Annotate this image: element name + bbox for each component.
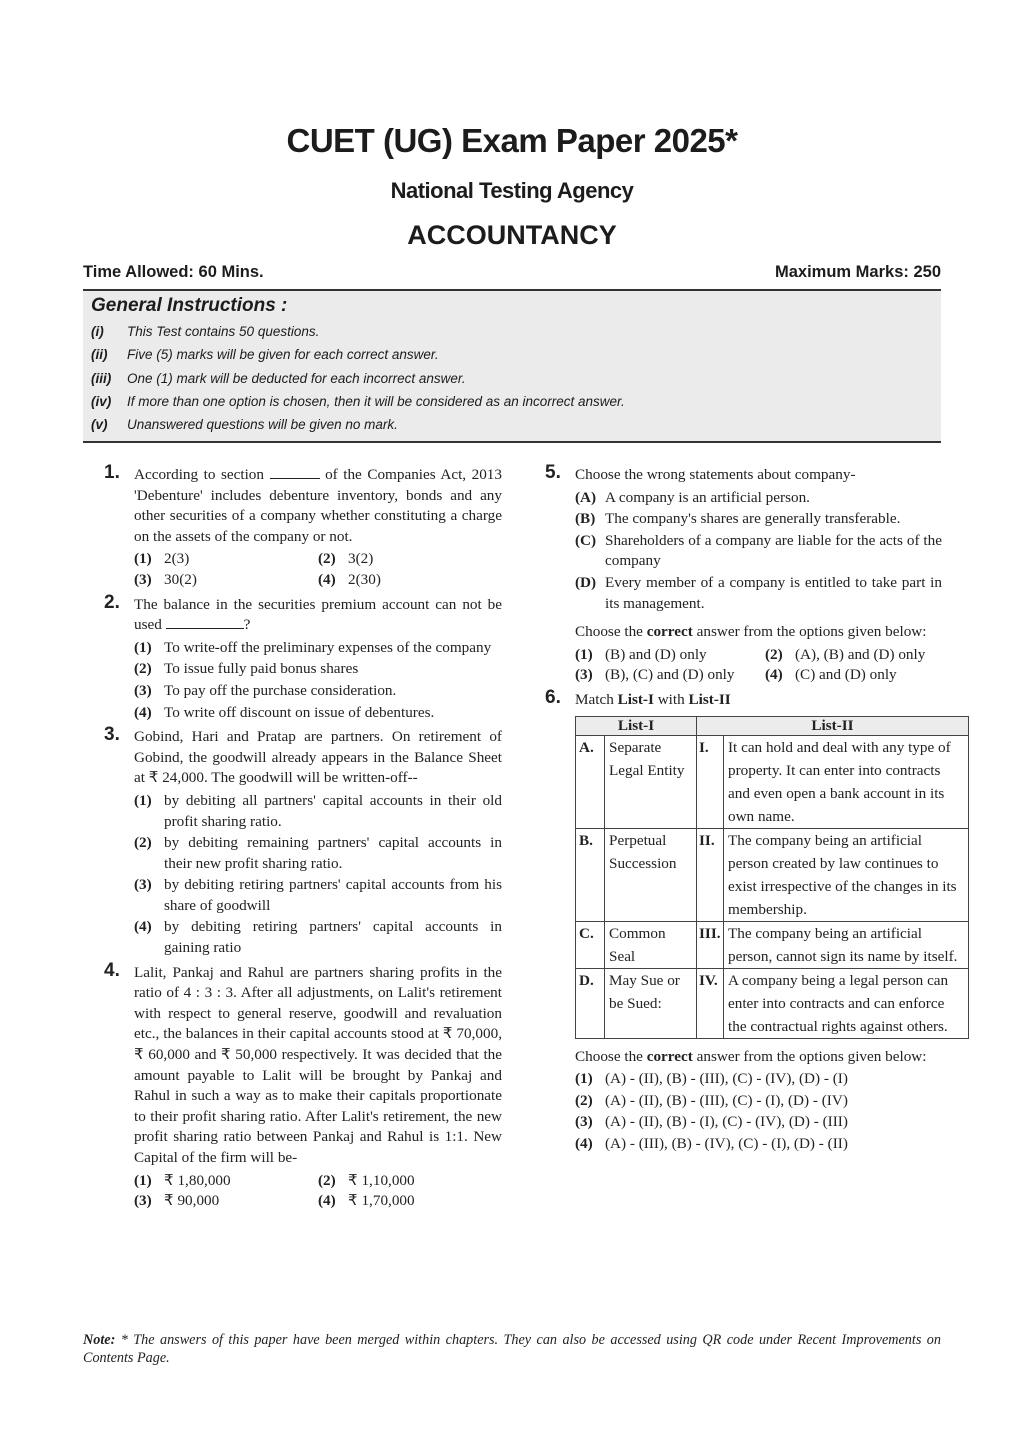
right-column [545,462,958,1159]
list-ii-description: A company being a legal person can enter into contracts and can enforce the contractual rights against others. [724,968,969,1038]
option-4 [134,917,502,958]
choose-text: answer from the options given below: [696,1047,927,1065]
option-3 [575,665,765,686]
option-text: ₹ 1,80,000 [164,1171,231,1189]
option-text: by debiting all partners' capital accounts in their old profit sharing ratio. [164,791,502,830]
instruction-item [91,343,933,366]
choose-emphasis: correct [646,1047,693,1065]
list-i-item: Perpetual Succession [605,828,697,921]
option-text: To pay off the purchase consideration. [164,681,397,699]
options [134,791,502,959]
subject-title: ACCOUNTANCY [407,220,617,250]
statement-text: A company is an artificial person. [605,488,810,506]
table-row [576,735,969,828]
question-text [575,690,942,711]
footer-note [83,1331,941,1367]
option-3 [134,1191,318,1212]
option-number: (2) [765,645,783,663]
option-number: (2) [134,660,152,678]
option-text: (A) - (II), (B) - (I), (C) - (IV), (D) - (III) [605,1113,848,1131]
list-i-label: B. [576,828,605,921]
match-table [575,716,969,1039]
list-ii-description: It can hold and deal with any type of property. It can enter into contracts and even open a bank account in its own name. [724,735,969,828]
option-number: (2) [318,1171,336,1189]
question-text-part: The balance in the securities premium account can not be used [134,595,502,634]
option-text: by debiting remaining partners' capital accounts in their new profit sharing ratio. [164,834,502,872]
option-number: (4) [765,666,783,684]
list-i-label: A. [576,735,605,828]
choose-text: Choose the [575,623,643,641]
table-header-row [576,716,969,735]
page-title: CUET (UG) Exam Paper 2025* [286,122,738,159]
instruction-text: This Test contains 50 questions. [127,324,320,340]
option-3 [134,681,502,702]
list-ii-description: The company being an artificial person, cannot sign its name by itself. [724,921,969,968]
option-2 [134,833,502,874]
option-number: (4) [134,703,152,721]
instruction-number: (iv) [91,394,112,410]
option-text: (A) - (III), (B) - (IV), (C) - (I), (D) - (II) [605,1134,848,1152]
option-2 [318,1171,502,1192]
option-1 [134,791,502,832]
option-text: ₹ 1,70,000 [348,1192,415,1210]
option-1 [134,1171,318,1192]
option-number: (1) [134,638,152,656]
question-text-part: According to section [134,466,264,483]
instruction-text: One (1) mark will be deducted for each incorrect answer. [127,370,466,386]
option-3 [134,570,318,591]
list-i-item: May Sue or be Sued: [605,968,697,1038]
instruction-text: Five (5) marks will be given for each correct answer. [127,347,439,363]
list-one-label: List-I [617,690,654,708]
question-number: 5. [545,462,561,483]
option-text: 2(30) [348,570,381,588]
option-text: by debiting retiring partners' capital accounts in gaining ratio [164,918,502,957]
option-4 [318,570,502,591]
exam-meta [83,263,941,282]
options [575,1069,942,1154]
instruction-number: (ii) [91,347,108,363]
question-text [134,595,502,636]
choose-text: answer from the options given below: [696,623,927,641]
question-6 [545,686,958,1155]
option-number: (1) [134,1171,152,1189]
choose-instruction [575,1047,942,1068]
option-text: (B) and (D) only [605,645,707,663]
options [134,549,502,590]
instruction-number: (iii) [91,370,112,386]
option-3 [134,875,502,916]
option-4 [318,1191,502,1212]
option-text: (A) - (II), (B) - (III), (C) - (I), (D) - (IV) [605,1091,848,1109]
options [575,645,942,686]
statement-a [575,488,942,509]
list-ii-label: I. [697,735,724,828]
instruction-item [91,390,933,413]
list-two-label: List-II [688,690,731,708]
option-4 [575,1134,942,1155]
statement-text: The company's shares are generally transferable. [605,510,901,528]
instruction-item [91,413,933,436]
list-i-item: Separate Legal Entity [605,735,697,828]
option-text: 2(3) [164,550,190,568]
option-text: (A), (B) and (D) only [795,645,926,663]
question-number: 6. [545,686,561,708]
option-number: (1) [134,791,152,809]
option-4 [134,703,502,724]
option-number: (1) [575,1070,593,1088]
list-ii-label: IV. [697,968,724,1038]
list-ii-description: The company being an artificial person created by law continues to exist irrespective of the changes in its membership. [724,828,969,921]
option-text: (A) - (II), (B) - (III), (C) - (IV), (D) - (I) [605,1070,848,1088]
agency-name: National Testing Agency [390,178,634,203]
note-label: Note: [83,1332,116,1348]
question-text-part: of the Companies Act, 2013 'Debenture' includes debenture inventory, bonds and any other securities of a company whether constituting a charge on the assets of the company or not. [134,466,502,545]
instruction-text: If more than one option is chosen, then it will be considered as an incorrect answer. [127,394,625,410]
statement-c [575,531,942,572]
fill-blank [166,615,244,629]
general-instructions [83,289,941,443]
column-header-list-ii: List-II [697,716,969,735]
option-text: ₹ 1,10,000 [348,1171,415,1189]
option-text: 3(2) [348,550,374,568]
option-text: ₹ 90,000 [164,1192,220,1210]
statements [575,488,942,615]
instructions-heading: General Instructions : [91,295,288,316]
list-i-label: D. [576,968,605,1038]
instruction-item [91,367,933,390]
option-text: (C) and (D) only [795,666,897,684]
note-text: * The answers of this paper have been merged within chapters. They can also be accessed using QR code under Recent Improvements on Contents Page. [83,1332,941,1366]
maximum-marks: Maximum Marks: 250 [775,263,941,281]
option-number: (4) [134,918,152,936]
options [134,638,502,723]
statement-text: Every member of a company is entitled to take part in its management. [605,573,942,612]
question-text: Choose the wrong statements about company- [575,466,856,483]
question-text-part: Match [575,690,614,708]
options [134,1171,502,1212]
statement-label: (B) [575,510,596,528]
option-number: (3) [134,876,152,894]
option-text: To write off discount on issue of debentures. [164,703,435,721]
question-5 [545,462,942,686]
option-text: by debiting retiring partners' capital accounts from his share of goodwill [164,876,502,914]
option-2 [765,645,942,666]
question-1 [104,462,502,591]
option-number: (1) [134,550,152,568]
statement-label: (C) [575,531,597,549]
option-number: (1) [575,645,593,663]
table-row [576,828,969,921]
instruction-number: (i) [91,324,104,340]
option-number: (2) [134,834,152,852]
question-text-part: ? [243,616,251,634]
option-text: (B), (C) and (D) only [605,666,735,684]
option-1 [575,1069,942,1090]
statement-text: Shareholders of a company are liable for the acts of the company [605,531,942,570]
option-number: (3) [575,666,593,684]
question-2 [104,591,502,724]
question-3 [104,724,502,959]
list-ii-label: III. [697,921,724,968]
question-4 [104,959,502,1212]
choose-emphasis: correct [646,623,693,641]
instruction-item [91,320,933,343]
left-column [104,462,502,1216]
question-number: 2. [104,591,120,613]
table-row [576,968,969,1038]
list-i-label: C. [576,921,605,968]
instruction-text: Unanswered questions will be given no mark. [127,417,398,433]
option-number: (3) [134,681,152,699]
option-text: To issue fully paid bonus shares [164,660,359,678]
option-3 [575,1112,942,1133]
option-1 [575,645,765,666]
question-text: Lalit, Pankaj and Rahul are partners sharing profits in the ratio of 4 : 3 : 3. After all adjustments, on Lalit's retirement with respect to general reserve, goodwill and revaluation etc., the balances in their capital accounts stood at ₹ 70,000, ₹ 60,000 and ₹ 50,000 respectively. It was decided that the amount payable to Lalit will be brought by Pankaj and Rahul in such a way as to make their capitals proportionate to their profit sharing ratio. After Lalit's retirement, the new profit sharing ratio between Pankaj and Rahul is 1:1. New Capital of the firm will be- [134,963,502,1166]
option-2 [318,549,502,570]
question-number: 4. [104,959,120,981]
option-number: (4) [575,1134,593,1152]
question-text-part: with [657,690,685,708]
option-number: (2) [575,1091,593,1109]
table-row [576,921,969,968]
fill-blank [270,465,320,479]
time-allowed: Time Allowed: 60 Mins. [83,263,264,281]
option-number: (4) [318,1192,336,1210]
option-number: (3) [134,1192,152,1210]
option-2 [134,659,502,680]
statement-label: (A) [575,488,597,506]
option-text: To write-off the preliminary expenses of the company [164,638,492,656]
option-number: (3) [134,570,152,588]
statement-d [575,573,942,614]
choose-instruction [575,622,942,643]
question-number: 1. [104,462,120,483]
option-number: (2) [318,550,336,568]
statement-b [575,509,942,530]
list-i-item: Common Seal [605,921,697,968]
list-ii-label: II. [697,828,724,921]
statement-label: (D) [575,573,597,591]
question-number: 3. [104,724,120,746]
option-1 [134,638,502,659]
option-number: (3) [575,1113,593,1131]
option-text: 30(2) [164,570,197,588]
option-number: (4) [318,570,336,588]
option-1 [134,549,318,570]
option-2 [575,1091,942,1112]
question-text [134,465,502,547]
choose-text: Choose the [575,1047,643,1065]
option-4 [765,665,942,686]
column-header-list-i: List-I [576,716,697,735]
question-text: Gobind, Hari and Pratap are partners. On retirement of Gobind, the goodwill already appears in the Balance Sheet at ₹ 24,000. The goodwill will be written-off-- [134,728,502,787]
instruction-number: (v) [91,417,108,433]
